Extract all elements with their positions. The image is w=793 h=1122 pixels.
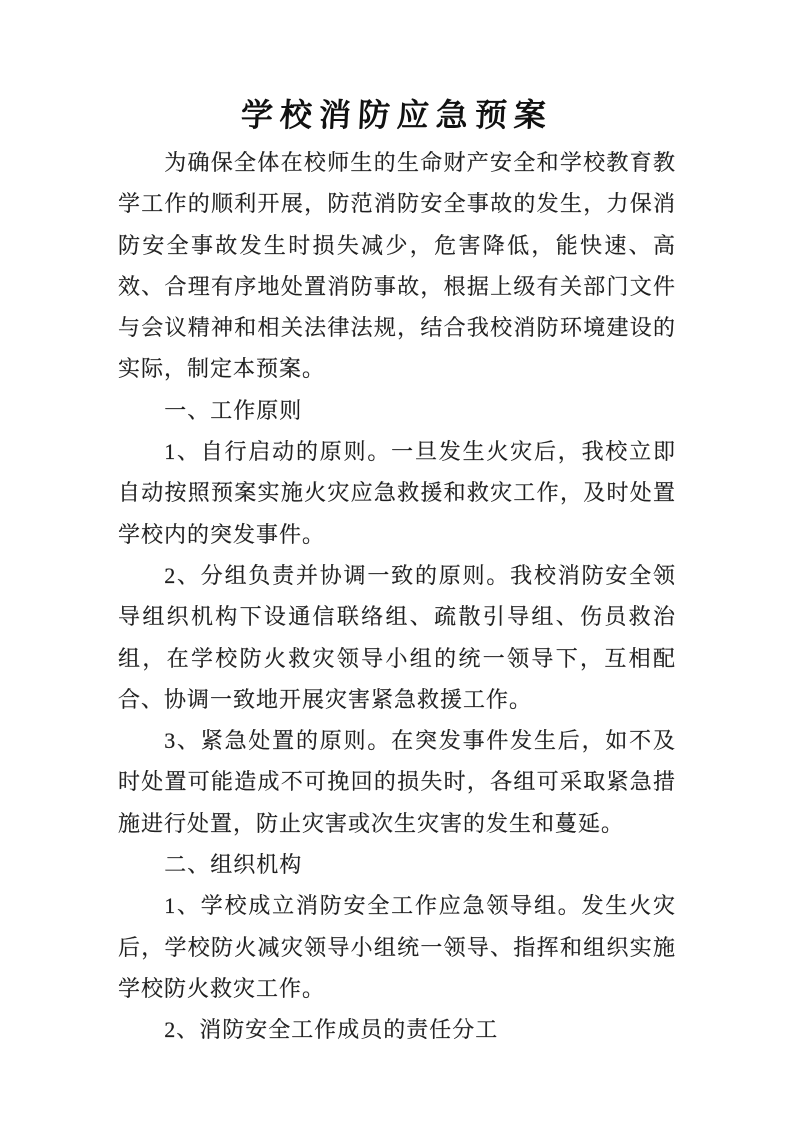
paragraph-principle-3: 3、紧急处置的原则。在突发事件发生后，如不及时处置可能造成不可挽回的损失时，各组可采取紧急措施进行处置，防止灾害或次生灾害的发生和蔓延。 bbox=[118, 728, 676, 836]
paragraph-principle-1: 1、自行启动的原则。一旦发生火灾后，我校立即自动按照预案实施火灾应急救援和救灾工作，及时处置学校内的突发事件。 bbox=[118, 439, 676, 547]
section-heading-organization: 二、组织机构 bbox=[164, 852, 303, 878]
paragraph-organization-1: 1、学校成立消防安全工作应急领导组。发生火灾后，学校防火减灾领导小组统一领导、指挥和组织实施学校防火救灾工作。 bbox=[118, 893, 676, 1001]
document-body bbox=[118, 142, 676, 1051]
document-title: 学校消防应急预案 bbox=[240, 97, 554, 133]
section-heading-work-principles: 一、工作原则 bbox=[164, 397, 303, 423]
paragraph-intro: 为确保全体在校师生的生命财产安全和学校教育教学工作的顺利开展，防范消防安全事故的发生，力保消防安全事故发生时损失减少，危害降低，能快速、高效、合理有序地处置消防事故，根据上级有关部门文件与会议精神和相关法律法规，结合我校消防环境建设的实际，制定本预案。 bbox=[118, 150, 676, 382]
paragraph-organization-2: 2、消防安全工作成员的责任分工 bbox=[164, 1017, 499, 1043]
paragraph-principle-2: 2、分组负责并协调一致的原则。我校消防安全领导组织机构下设通信联络组、疏散引导组、伤员救治组，在学校防火救灾领导小组的统一领导下，互相配合、协调一致地开展灾害紧急救援工作。 bbox=[118, 562, 676, 712]
